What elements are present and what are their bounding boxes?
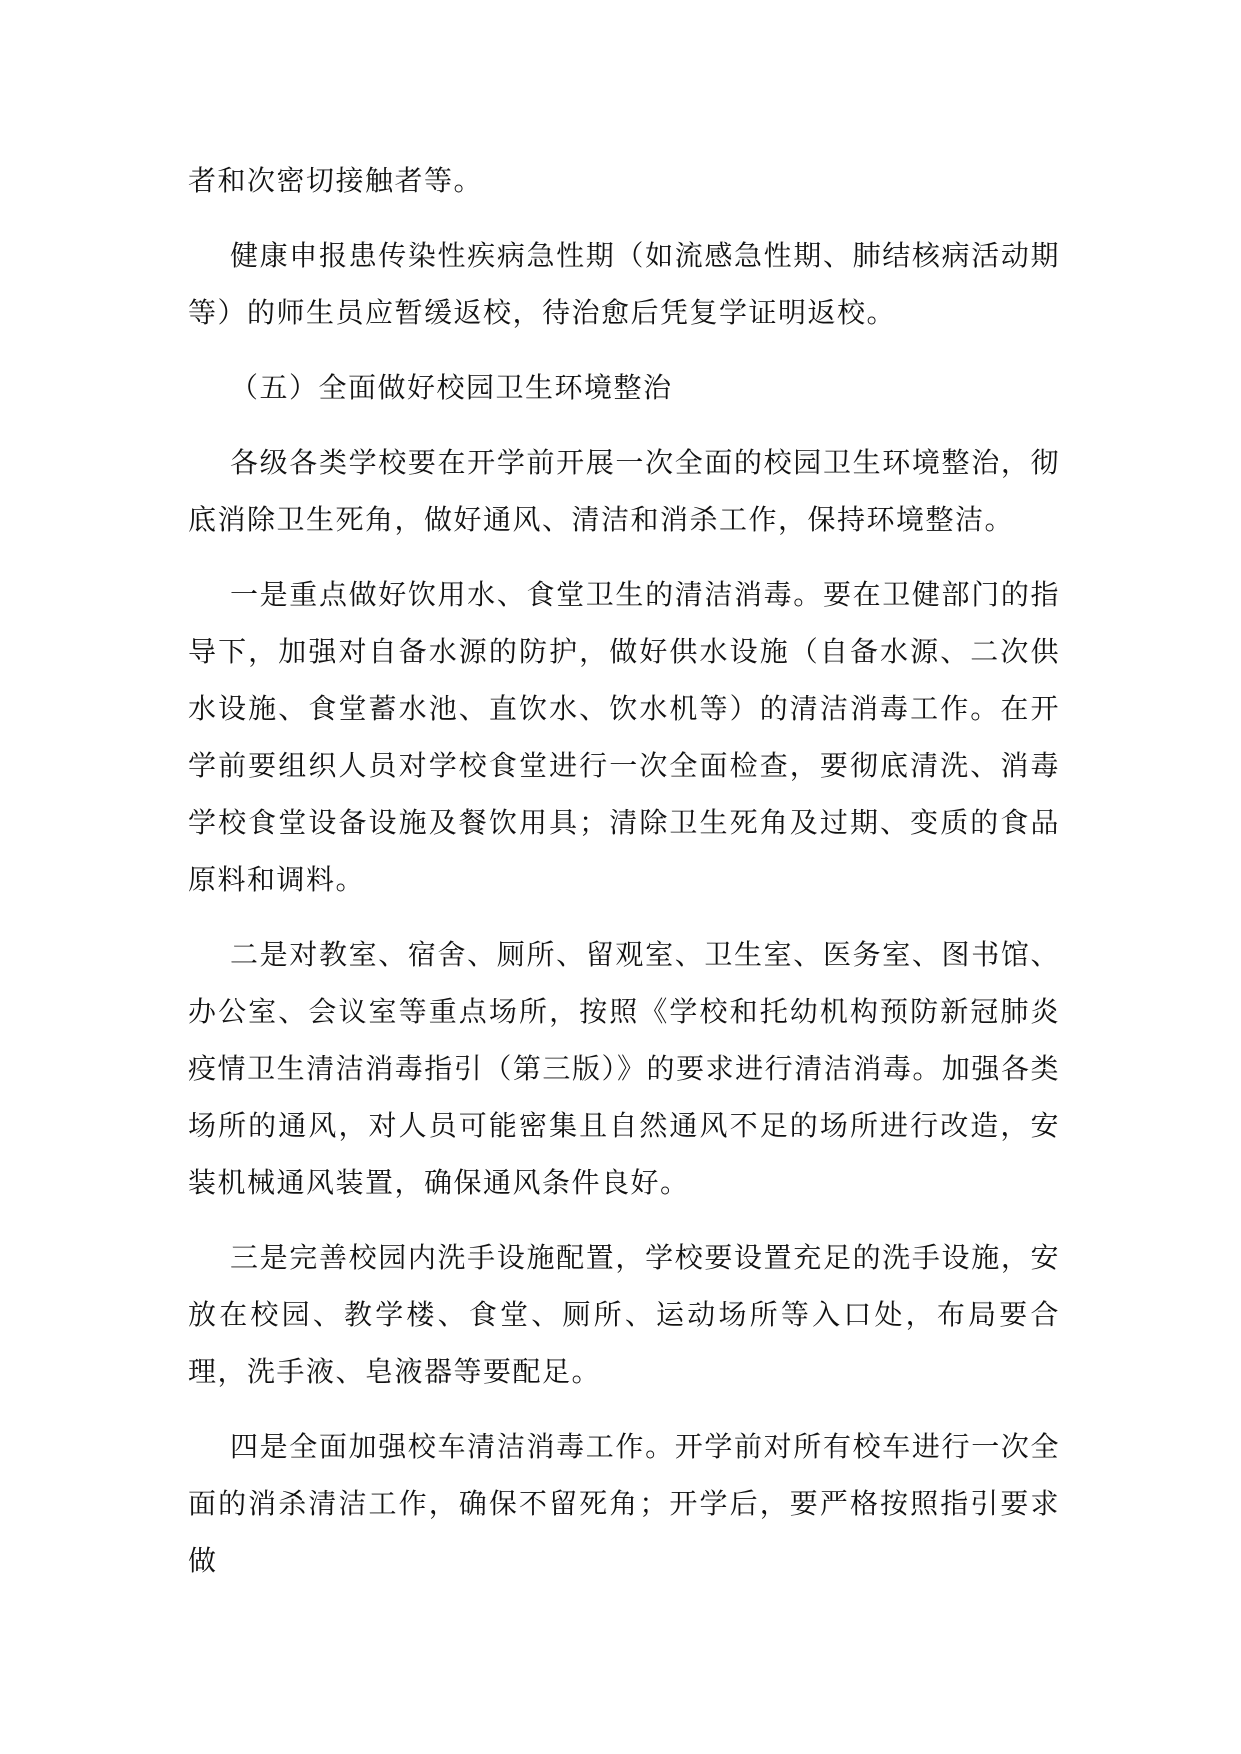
- paragraph-key-venues: 二是对教室、宿舍、厕所、留观室、卫生室、医务室、图书馆、办公室、会议室等重点场所，按照《学校和托幼机构预防新冠肺炎疫情卫生清洁消毒指引（第三版）》的要求进行清洁消毒。加强各类场所的通风，对人员可能密集且自然通风不足的场所进行改造，安装机械通风装置，确保通风条件良好。: [188, 938, 1060, 1199]
- paragraph-water-canteen: 一是重点做好饮用水、食堂卫生的清洁消毒。要在卫健部门的指导下，加强对自备水源的防护，做好供水设施（自备水源、二次供水设施、食堂蓄水池、直饮水、饮水机等）的清洁消毒工作。在开学前要组织人员对学校食堂进行一次全面检查，要彻底清洗、消毒学校食堂设备设施及餐饮用具；清除卫生死角及过期、变质的食品原料和调料。: [188, 578, 1060, 896]
- paragraph-school-bus: 四是全面加强校车清洁消毒工作。开学前对所有校车进行一次全面的消杀清洁工作，确保不留死角；开学后，要严格按照指引要求做: [188, 1430, 1060, 1577]
- section-heading: （五）全面做好校园卫生环境整治: [230, 371, 673, 404]
- document-body: [188, 152, 1060, 1607]
- paragraph-handwashing: 三是完善校园内洗手设施配置，学校要设置充足的洗手设施，安放在校园、教学楼、食堂、厕所、运动场所等入口处，布局要合理，洗手液、皂液器等要配足。: [188, 1241, 1060, 1388]
- paragraph-continuation: 者和次密切接触者等。: [188, 164, 484, 197]
- paragraph-campus-cleanup: 各级各类学校要在开学前开展一次全面的校园卫生环境整治，彻底消除卫生死角，做好通风、清洁和消杀工作，保持环境整洁。: [188, 446, 1060, 536]
- paragraph-health-declaration: 健康申报患传染性疾病急性期（如流感急性期、肺结核病活动期等）的师生员应暂缓返校，待治愈后凭复学证明返校。: [188, 239, 1060, 329]
